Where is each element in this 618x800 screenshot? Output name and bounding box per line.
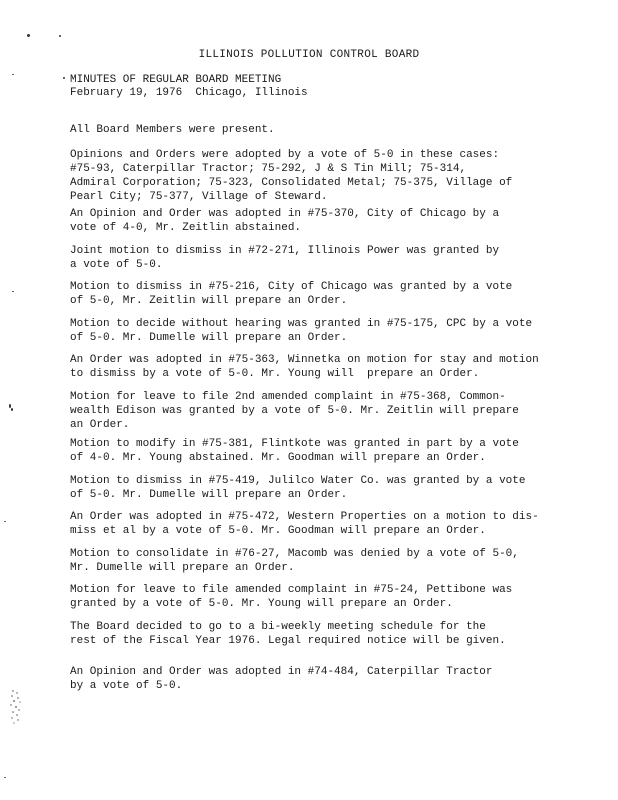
minutes-paragraph: Joint motion to dismiss in #72-271, Illinois Power was granted by a vote of 5-0.: [70, 245, 500, 271]
attendance-paragraph: All Board Members were present.: [70, 124, 275, 136]
minutes-paragraph: An Order was adopted in #75-363, Winnetka on motion for stay and motion to dismiss by a vote of 5-0. Mr. Young will prepare an Order.: [70, 354, 539, 380]
scan-speck: [59, 35, 61, 37]
minutes-heading: MINUTES OF REGULAR BOARD MEETING: [70, 74, 282, 86]
minutes-paragraph: An Opinion and Order was adopted in #75-370, City of Chicago by a vote of 4-0, Mr. Zeitlin abstained.: [70, 208, 500, 234]
document-title: ILLINOIS POLLUTION CONTROL BOARD: [198, 49, 420, 61]
scan-smudge-mark: [8, 688, 24, 726]
scan-speck: [11, 408, 13, 411]
minutes-paragraph: Motion to consolidate in #76-27, Macomb was denied by a vote of 5-0, Mr. Dumelle will prepare an Order.: [70, 548, 519, 574]
scan-speck: [63, 77, 65, 79]
minutes-paragraph: Opinions and Orders were adopted by a vote of 5-0 in these cases: #75-93, Caterpillar Tractor; 75-292, J & S Tin Mill; 75-314, Admiral Corporation; 75-323, Consolidated Metal; 75-375, Village of Pearl City; 75-377, Village of Steward.: [70, 149, 513, 203]
minutes-paragraph: An Opinion and Order was adopted in #74-484, Caterpillar Tractor by a vote of 5-0.: [70, 666, 493, 692]
minutes-paragraph: Motion to dismiss in #75-216, City of Chicago was granted by a vote of 5-0, Mr. Zeitlin will prepare an Order.: [70, 281, 513, 307]
scan-speck: [12, 74, 14, 75]
scan-speck: [4, 777, 6, 778]
minutes-paragraph: An Order was adopted in #75-472, Western Properties on a motion to dis- miss et al by a vote of 5-0. Mr. Goodman will prepare an Order.: [70, 511, 539, 537]
scan-speck: [4, 521, 6, 522]
minutes-paragraph: Motion for leave to file amended complaint in #75-24, Pettibone was granted by a vote of 5-0. Mr. Young will prepare an Order.: [70, 584, 513, 610]
minutes-paragraph: The Board decided to go to a bi-weekly meeting schedule for the rest of the Fiscal Year 1976. Legal required notice will be given.: [70, 621, 506, 647]
minutes-paragraph: Motion to decide without hearing was granted in #75-175, CPC by a vote of 5-0. Mr. Dumelle will prepare an Order.: [70, 318, 533, 344]
minutes-paragraph: Motion to modify in #75-381, Flintkote was granted in part by a vote of 4-0. Mr. Young abstained. Mr. Goodman will prepare an Order.: [70, 438, 519, 464]
minutes-paragraph: Motion to dismiss in #75-419, Julilco Water Co. was granted by a vote of 5-0. Mr. Dumelle will prepare an Order.: [70, 475, 526, 501]
scan-speck: [27, 34, 30, 37]
meeting-date-location: February 19, 1976 Chicago, Illinois: [70, 87, 308, 99]
minutes-paragraph: Motion for leave to file 2nd amended complaint in #75-368, Common- wealth Edison was granted by a vote of 5-0. Mr. Zeitlin will prepare an Order.: [70, 391, 519, 431]
scan-speck: [12, 291, 14, 292]
